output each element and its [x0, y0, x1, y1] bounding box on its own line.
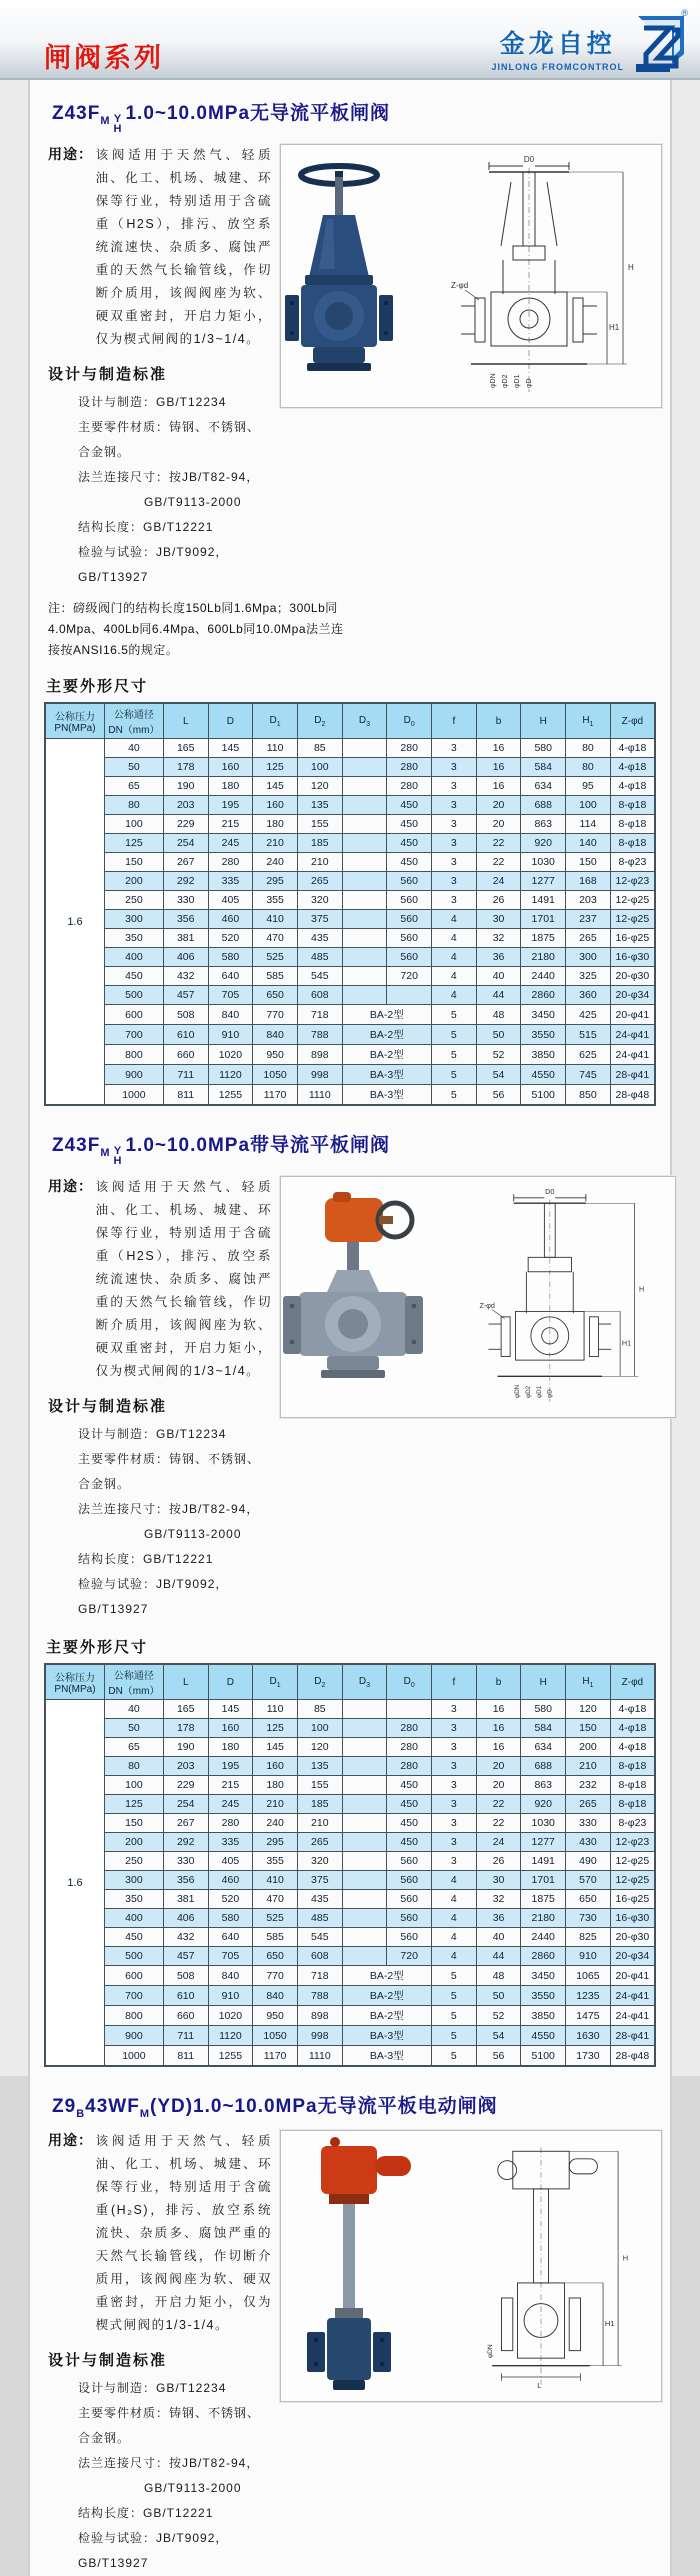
- table-row: 1000 811 1255 1170 1110 BA-3型 5 56 5100 1730 28-φ48: [45, 2046, 655, 2067]
- dim-label-d0: D0: [523, 155, 535, 164]
- table-row: 125 254 245 210 185 450 3 22 920 265 8-φ18: [45, 1795, 655, 1814]
- standards-heading: 设计与制造标准: [48, 2351, 168, 2369]
- svg-text:φDN: φDN: [514, 1384, 522, 1398]
- svg-text:φD: φD: [546, 1389, 554, 1398]
- table-row: 100 229 215 180 155 450 3 20 863 114 8-φ18: [45, 815, 655, 834]
- table-row: 300 356 460 410 375 560 4 30 1701 237 12-φ25: [45, 910, 655, 929]
- col-header: Z-φd: [610, 703, 655, 739]
- valve-image-frame: [280, 144, 662, 408]
- table-row: 250 330 405 355 320 560 3 26 1491 490 12-φ25: [45, 1852, 655, 1871]
- col-header: $D_2$: [297, 1664, 342, 1700]
- col-header: 公称压力 PN(MPa): [45, 703, 104, 739]
- dim-label-h: H: [622, 2253, 629, 2263]
- table-row: 125 254 245 210 185 450 3 22 920 140 8-φ18: [45, 834, 655, 853]
- table-row: 1.6 40 165 145 110 85 3 16 580 120 4-φ18: [45, 1700, 655, 1719]
- table-row: 500 457 705 650 608 4 44 2860 360 20-φ34: [45, 986, 655, 1005]
- standards-list: 设计与制造：GB/T12234 主要零件材质：铸钢、不锈钢、合金钢。 法兰连接尺寸：按JB/T82-94， GB/T9113-2000 结构长度：GB/T12221 检验与试验：JB/T9092，GB/T13927: [78, 2380, 261, 2570]
- svg-text:φD2: φD2: [524, 1385, 532, 1398]
- usage-text: 该阀适用于天然气、轻质油、化工、机场、城建、环保等行业，特别适用于含硫重（H2S），排污、放空系统流速快、杂质多、腐蚀严重的天然气长输管线，作切断介质用，该阀阀座为软、硬双重密封，开启力矩小，仅为楔式闸阀的1/3~1/4。: [95, 148, 272, 346]
- table-row: 450 432 640 585 545 720 4 40 2440 325 20-φ30: [45, 967, 655, 986]
- table-heading: 主要外形尺寸: [46, 1639, 149, 1656]
- table-row: 800 660 1020 950 898 BA-2型 5 52 3850 1475 24-φ41: [45, 2006, 655, 2026]
- col-header: $H_1$: [566, 703, 611, 739]
- brand-logo-icon: [632, 8, 688, 72]
- table-row: 700 610 910 840 788 BA-2型 5 50 3550 1235 24-φ41: [45, 1986, 655, 2006]
- dim-label-h1: H1: [609, 323, 620, 332]
- usage-label: 用途：: [48, 1178, 93, 1194]
- col-header: f: [432, 1664, 477, 1700]
- svg-text:φD1: φD1: [514, 374, 521, 388]
- table-row: 1.6 40 165 145 110 85 280 3 16 580 80 4-φ18: [45, 739, 655, 758]
- standards-list: 设计与制造：GB/T12234 主要零件材质：铸钢、不锈钢、合金钢。 法兰连接尺寸：按JB/T82-94， GB/T9113-2000 结构长度：GB/T12221 检验与试验：JB/T9092，GB/T13927: [78, 1427, 261, 1616]
- svg-text:φD1: φD1: [535, 1385, 543, 1398]
- gate-valve-photo: [283, 157, 395, 395]
- table-row: 50 178 160 125 100 280 3 16 584 80 4-φ18: [45, 758, 655, 777]
- table-row: 80 203 195 160 135 280 3 20 688 210 8-φ18: [45, 1757, 655, 1776]
- table-row: 600 508 840 770 718 BA-2型 5 48 3450 425 20-φ41: [45, 1005, 655, 1025]
- col-header: $H_1$: [566, 1664, 611, 1700]
- svg-text:φD: φD: [526, 378, 533, 388]
- col-header: $D_0$: [387, 1664, 432, 1700]
- standards-heading: 设计与制造标准: [48, 1398, 168, 1415]
- table-row: 300 356 460 410 375 560 4 30 1701 570 12-φ25: [45, 1871, 655, 1890]
- table-row: 100 229 215 180 155 450 3 20 863 232 8-φ18: [45, 1776, 655, 1795]
- valve-image-frame: [280, 2130, 662, 2402]
- section-z43f-no-diversion: [44, 80, 656, 1106]
- dim-label-h: H: [628, 263, 634, 272]
- table-row: 250 330 405 355 320 560 3 26 1491 203 12-φ25: [45, 891, 655, 910]
- col-header: D: [208, 703, 253, 739]
- usage-label: 用途：: [48, 146, 93, 162]
- col-header: b: [476, 1664, 521, 1700]
- brand-subtitle: JINLONG FROMCONTROL: [491, 62, 624, 72]
- col-header: L: [163, 1664, 208, 1700]
- col-header: $D_3$: [342, 703, 387, 739]
- usage-text: 该阀适用于天然气、轻质油、化工、机场、城建、环保等行业，特别适用于含硫重(H₂S)，排污、放空系统流快、杂质多、腐蚀严重的天然气长输管线，作切断介质用，该阀阀座为软、硬双重密封，开启力矩小，仅为楔式闸阀的1/3-1/4。: [95, 2133, 272, 2332]
- col-header: $D_1$: [253, 1664, 298, 1700]
- dimension-drawing: [423, 1187, 673, 1407]
- gear-valve-photo: [283, 1190, 423, 1405]
- usage-block: [48, 144, 272, 351]
- dimension-table-2: [44, 1663, 656, 2067]
- col-header: $D_0$: [387, 703, 432, 739]
- registered-mark: ®: [681, 8, 688, 18]
- page-title: 闸阀系列: [44, 43, 164, 73]
- col-header: Z-φd: [610, 1664, 655, 1700]
- table-row: 50 178 160 125 100 280 3 16 584 150 4-φ18: [45, 1719, 655, 1738]
- yh-stack: Y H: [113, 1145, 123, 1167]
- table-row: 400 406 580 525 485 560 4 36 2180 730 16-φ30: [45, 1909, 655, 1928]
- table-row: 150 267 280 240 210 450 3 22 1030 150 8-φ23: [45, 853, 655, 872]
- dimension-table-1: [44, 702, 656, 1106]
- page-header: [0, 0, 700, 80]
- valve-image-frame: [280, 1176, 676, 1418]
- content-area: [28, 80, 672, 2576]
- usage-text: 该阀适用于天然气、轻质油、化工、机场、城建、环保等行业，特别适用于含硫重（H2S），排污、放空系统流速快、杂质多、腐蚀严重的天然气长输管线，作切断介质用，该阀阀座为软、硬双重密封，开启力矩小，仅为楔式闸阀的1/3~1/4。: [95, 1180, 272, 1378]
- col-header: $D_3$: [342, 1664, 387, 1700]
- dim-label-l: L: [537, 2381, 542, 2391]
- dim-label-zd: Z-φd: [451, 281, 469, 290]
- table-row: 65 190 180 145 120 280 3 16 634 200 4-φ18: [45, 1738, 655, 1757]
- table-row: 700 610 910 840 788 BA-2型 5 50 3550 515 24-φ41: [45, 1025, 655, 1045]
- dimension-drawing: [395, 154, 659, 398]
- section-title: $Z43F_M$ Y H 1.0~10.0MPa无导流平板闸阀: [52, 103, 391, 135]
- section-title: $Z9_B43WF_M(YD)1.0\sim 10.0MPa$无导流平板电动闸阀: [52, 2096, 498, 2120]
- col-header: $D_2$: [297, 703, 342, 739]
- table-row: 200 292 335 295 265 560 3 24 1277 168 12-φ23: [45, 872, 655, 891]
- col-header: 公称通径 DN（mm）: [104, 1664, 163, 1700]
- section-z43f-with-diversion: [44, 1112, 656, 2067]
- usage-block: [48, 1176, 272, 1383]
- table-row: 200 292 335 295 265 450 3 24 1277 430 12-φ23: [45, 1833, 655, 1852]
- table-row: 80 203 195 160 135 450 3 20 688 100 8-φ18: [45, 796, 655, 815]
- table-row: 500 457 705 650 608 720 4 44 2860 910 20-φ34: [45, 1947, 655, 1966]
- table-row: 900 711 1120 1050 998 BA-3型 5 54 4550 1630 28-φ41: [45, 2026, 655, 2046]
- table-row: 800 660 1020 950 898 BA-2型 5 52 3850 625 24-φ41: [45, 1045, 655, 1065]
- svg-text:φD2: φD2: [502, 374, 509, 388]
- pn-value: 1.6: [45, 739, 104, 1106]
- note-text: 注：磅级阀门的结构长度150Lb同1.6Mpa；300Lb同4.0Mpa、400Lb同6.4Mpa、600Lb同10.0Mpa法兰连接按ANSI16.5的规定。: [48, 601, 344, 657]
- dim-label-h1: H1: [621, 1338, 632, 1348]
- col-header: 公称压力 PN(MPa): [45, 1664, 104, 1700]
- svg-text:φDN: φDN: [487, 2344, 495, 2358]
- col-header: b: [476, 703, 521, 739]
- col-header: f: [432, 703, 477, 739]
- section-title: $Z43F_M$ Y H 1.0~10.0MPa带导流平板闸阀: [52, 1135, 391, 1167]
- table-row: 65 190 180 145 120 280 3 16 634 95 4-φ18: [45, 777, 655, 796]
- standards-list: 设计与制造：GB/T12234 主要零件材质：铸钢、不锈钢、合金钢。 法兰连接尺寸：按JB/T82-94， GB/T9113-2000 结构长度：GB/T12221 检验与试验：JB/T9092，GB/T13927: [78, 395, 261, 584]
- electric-valve-photo: [283, 2140, 423, 2392]
- dim-label-h: H: [639, 1284, 645, 1294]
- table-row: 600 508 840 770 718 BA-2型 5 48 3450 1065 20-φ41: [45, 1966, 655, 1986]
- brand-block: [491, 8, 688, 72]
- pn-value: 1.6: [45, 1700, 104, 2067]
- col-header: H: [521, 703, 566, 739]
- col-header: D: [208, 1664, 253, 1700]
- svg-text:φDN: φDN: [490, 373, 497, 388]
- dim-label-h1: H1: [604, 2318, 615, 2328]
- dimension-drawing: [423, 2140, 659, 2392]
- usage-label: 用途：: [48, 2131, 93, 2148]
- dim-label-zd: Z-φd: [479, 1300, 495, 1310]
- table-row: 450 432 640 585 545 560 4 40 2440 825 20-φ30: [45, 1928, 655, 1947]
- col-header: 公称通径 DN（mm）: [104, 703, 163, 739]
- col-header: H: [521, 1664, 566, 1700]
- table-row: 400 406 580 525 485 560 4 36 2180 300 16-φ30: [45, 948, 655, 967]
- section-z9b43wf-electric: [44, 2073, 656, 2576]
- table-heading: 主要外形尺寸: [46, 678, 149, 695]
- usage-block: [48, 2130, 272, 2337]
- dim-label-d0: D0: [545, 1187, 555, 1197]
- standards-heading: 设计与制造标准: [48, 366, 168, 383]
- brand-name: 金龙自控: [499, 30, 616, 58]
- table-row: 350 381 520 470 435 560 4 32 1875 650 16-φ25: [45, 1890, 655, 1909]
- col-header: $D_1$: [253, 703, 298, 739]
- table-row: 1000 811 1255 1170 1110 BA-3型 5 56 5100 850 28-φ48: [45, 1085, 655, 1106]
- table-row: 900 711 1120 1050 998 BA-3型 5 54 4550 745 28-φ41: [45, 1065, 655, 1085]
- table-row: 150 267 280 240 210 450 3 22 1030 330 8-φ23: [45, 1814, 655, 1833]
- yh-stack: Y H: [113, 113, 123, 135]
- col-header: L: [163, 703, 208, 739]
- table-row: 350 381 520 470 435 560 4 32 1875 265 16-φ25: [45, 929, 655, 948]
